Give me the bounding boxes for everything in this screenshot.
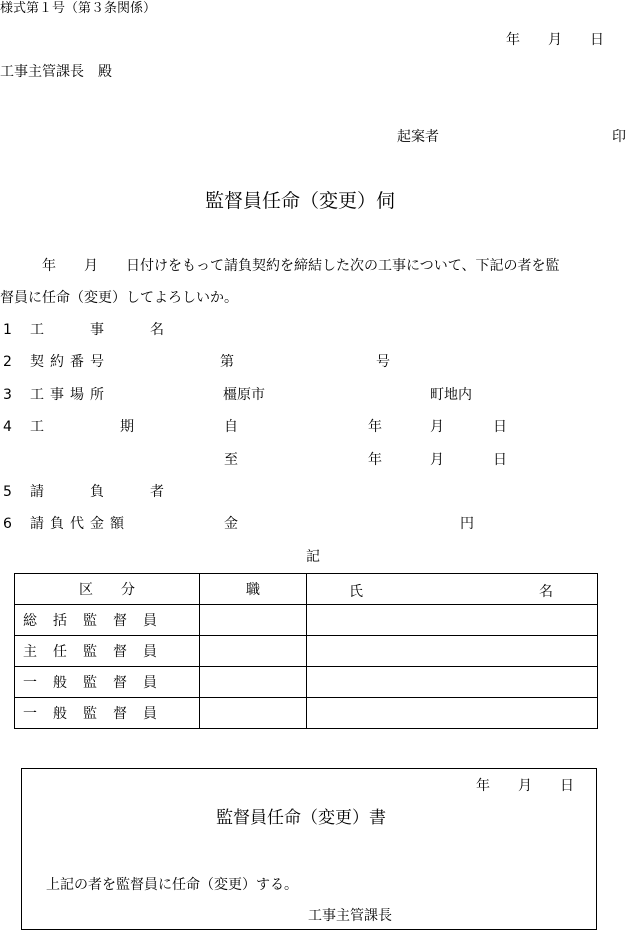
row-position-cell[interactable] [200,667,307,698]
date-line: 年 月 日 [506,32,604,48]
item-number: 3 [3,387,12,403]
period-from-day: 日 [493,419,507,435]
item-label-koji-name: 工 事 名 [30,322,180,338]
row-category: 総括監督員 [15,605,200,636]
item-label-amount: 請負代金額 [30,516,130,532]
header-given-name: 名 [539,584,553,600]
table-header-row [15,574,598,605]
supervisor-table [14,573,598,729]
drafter-label: 起案者 [397,129,439,145]
item-number: 5 [3,484,12,500]
item-label-contract-no: 契約番号 [30,354,110,370]
row-name-cell[interactable] [307,636,598,667]
header-position: 職 [200,574,307,605]
site-city: 橿原市 [223,387,265,403]
site-town: 町地内 [430,387,472,403]
form-number: 様式第１号（第３条関係） [0,1,157,16]
item-label-contractor: 請 負 者 [30,484,180,500]
row-category: 一般監督員 [15,667,200,698]
period-to-label: 至 [224,452,238,468]
item-number: 6 [3,516,12,532]
intro-line-1: 年 月 日付けをもって請負契約を締結した次の工事について、下記の者を監 [0,258,560,274]
period-to-month: 月 [430,452,444,468]
document-title: 監督員任命（変更）伺 [205,190,396,212]
seal-mark: 印 [612,129,626,145]
notice-title: 監督員任命（変更）書 [216,808,386,828]
table-row [15,605,598,636]
row-name-cell[interactable] [307,605,598,636]
contract-no-prefix: 第 [220,354,234,370]
table-row [15,667,598,698]
period-to-year: 年 [368,452,382,468]
table-row [15,698,598,729]
table-row [15,636,598,667]
period-from-label: 自 [224,419,238,435]
row-position-cell[interactable] [200,605,307,636]
appointment-notice-box [21,768,597,930]
intro-line-2: 督員に任命（変更）してよろしいか。 [0,290,238,306]
header-category: 区 分 [15,574,200,605]
period-from-year: 年 [368,419,382,435]
row-position-cell[interactable] [200,636,307,667]
header-name-cell [307,574,598,605]
header-family-name: 氏 [349,584,363,600]
notice-date: 年 月 日 [476,778,574,794]
ki-note-heading: 記 [306,549,320,565]
period-from-month: 月 [430,419,444,435]
item-number: 1 [3,322,12,338]
period-to-day: 日 [493,452,507,468]
addressee: 工事主管課長 殿 [0,64,112,80]
item-label-site: 工事場所 [30,387,110,403]
row-position-cell[interactable] [200,698,307,729]
item-number: 2 [3,354,12,370]
row-name-cell[interactable] [307,667,598,698]
row-name-cell[interactable] [307,698,598,729]
amount-prefix: 金 [224,516,238,532]
item-label-period: 工 期 [30,419,150,435]
notice-signer: 工事主管課長 [308,908,392,924]
row-category: 一般監督員 [15,698,200,729]
contract-no-suffix: 号 [376,354,390,370]
row-category: 主任監督員 [15,636,200,667]
notice-body: 上記の者を監督員に任命（変更）する。 [46,877,298,893]
item-number: 4 [3,419,12,435]
amount-unit: 円 [460,516,474,532]
